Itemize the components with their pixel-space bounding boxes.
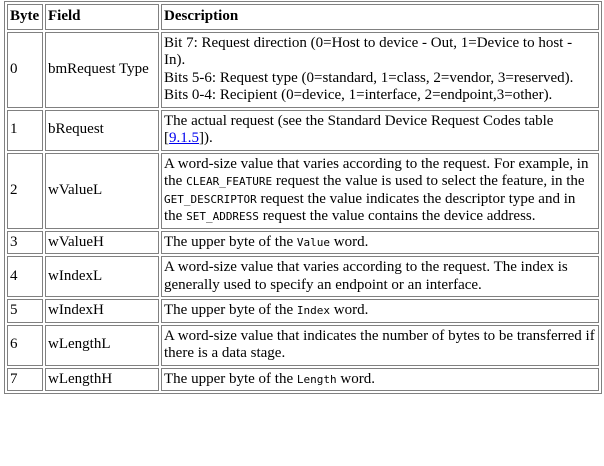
field-cell: bmRequest Type xyxy=(45,32,159,108)
byte-cell: 4 xyxy=(7,256,43,297)
description-cell xyxy=(161,32,599,108)
setup-packet-table xyxy=(4,1,602,394)
code-term: Value xyxy=(296,235,330,249)
field-cell: wLengthH xyxy=(45,368,159,392)
table-row xyxy=(7,325,599,366)
header-description: Description xyxy=(161,4,599,30)
byte-cell: 5 xyxy=(7,299,43,323)
description-text: A word-size value that varies according to the request. For example, in the xyxy=(164,155,589,189)
description-cell xyxy=(161,368,599,392)
description-text: The actual request (see the Standard Device Request Codes table [ xyxy=(164,112,554,146)
description-text: word. xyxy=(330,233,369,250)
table-row xyxy=(7,32,599,108)
field-cell: wIndexH xyxy=(45,299,159,323)
header-row xyxy=(7,4,599,30)
table-row xyxy=(7,110,599,151)
description-cell: A word-size value that varies according to the request. The index is generally used to specify an endpoint or an interface. xyxy=(161,256,599,297)
code-term: SET_ADDRESS xyxy=(186,210,259,223)
description-text: The upper byte of the xyxy=(164,302,297,318)
description-line: Bit 7: Request direction (0=Host to device - Out, 1=Device to host - In). xyxy=(164,34,573,68)
description-line: Bits 5-6: Request type (0=standard, 1=class, 2=vendor, 3=reserved). xyxy=(164,69,574,86)
code-term: GET_DESCRIPTOR xyxy=(164,192,257,206)
code-term: Length xyxy=(296,372,337,386)
field-cell: wLengthL xyxy=(45,325,159,366)
description-text: ]). xyxy=(199,130,213,146)
table-row xyxy=(7,256,599,297)
byte-cell: 7 xyxy=(7,368,43,392)
header-byte: Byte xyxy=(7,4,43,30)
description-cell xyxy=(161,299,599,323)
code-term: CLEAR_FEATURE xyxy=(186,175,273,188)
byte-cell: 3 xyxy=(7,231,43,255)
field-cell: wValueL xyxy=(45,153,159,229)
description-cell xyxy=(161,231,599,255)
description-text: request the value is used to select the feature, in the xyxy=(272,173,585,189)
field-cell: bRequest xyxy=(45,110,159,151)
description-text: request the value indicates the descriptor type and in the xyxy=(164,190,576,224)
table-row xyxy=(7,368,599,392)
byte-cell: 6 xyxy=(7,325,43,366)
byte-cell: 0 xyxy=(7,32,43,108)
description-text: request the value contains the device address. xyxy=(258,208,536,224)
byte-cell: 2 xyxy=(7,153,43,229)
table-row xyxy=(7,299,599,323)
table-row xyxy=(7,231,599,255)
description-line: Bits 0-4: Recipient (0=device, 1=interface, 2=endpoint,3=other). xyxy=(164,87,553,103)
byte-cell: 1 xyxy=(7,110,43,151)
field-cell: wValueH xyxy=(45,231,159,255)
field-cell: wIndexL xyxy=(45,256,159,297)
header-field: Field xyxy=(45,4,159,30)
description-text: The upper byte of the xyxy=(164,233,297,250)
description-text: word. xyxy=(330,302,369,318)
description-cell xyxy=(161,110,599,151)
description-cell: A word-size value that indicates the number of bytes to be transferred if there is a data stage. xyxy=(161,325,599,366)
description-cell xyxy=(161,153,599,229)
description-text: The upper byte of the xyxy=(164,370,297,387)
table-row xyxy=(7,153,599,229)
section-reference-link[interactable]: 9.1.5 xyxy=(169,130,199,146)
description-text: word. xyxy=(336,370,375,387)
code-term: Index xyxy=(296,304,330,317)
